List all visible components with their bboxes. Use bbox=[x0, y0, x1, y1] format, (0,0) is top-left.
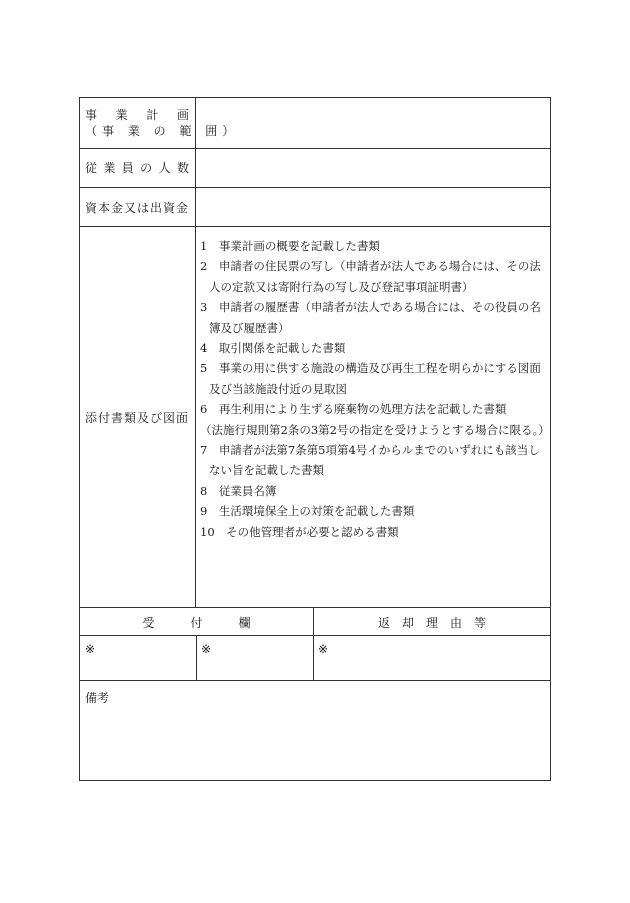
capital-label: 資本金又は出資金 bbox=[80, 188, 196, 226]
return-reason-header: 返 却 理 由 等 bbox=[377, 615, 486, 630]
attachment-item: 8 従業員名簿 bbox=[200, 483, 277, 498]
row-capital bbox=[80, 188, 550, 227]
application-form bbox=[79, 97, 551, 781]
attachment-item: 4 取引関係を記載した書類 bbox=[200, 341, 346, 356]
reception-mark-1: ※ bbox=[85, 642, 96, 656]
attachments-list bbox=[200, 236, 550, 542]
row-business-plan bbox=[80, 98, 550, 149]
remarks-label: 備考 bbox=[85, 691, 110, 705]
row-reception-marks bbox=[80, 636, 550, 681]
attachments-label: 添付書類及び図面 bbox=[80, 227, 196, 607]
reception-mark-2: ※ bbox=[201, 642, 212, 656]
attachment-item: 10 その他管理者が必要と認める書類 bbox=[200, 524, 399, 539]
attachment-note: （法施行規則第2条の3第2号の指定を受けようとする場合に限る。） bbox=[200, 422, 550, 437]
attachment-item: 2 申請者の住民票の写し（申請者が法人である場合には、その法 人の定款又は寄附行為の写し及び登記事項証明書） bbox=[200, 259, 541, 294]
attachment-item: 7 申請者が法第7条第5項第4号イからルまでのいずれにも該当し ない旨を記載した書類 bbox=[200, 443, 540, 478]
employees-field[interactable] bbox=[196, 149, 550, 187]
attachment-item: 5 事業の用に供する施設の構造及び再生工程を明らかにする図面 及び当該施設付近の見取図 bbox=[200, 361, 541, 396]
capital-field[interactable] bbox=[196, 188, 550, 226]
attachment-item: 9 生活環境保全上の対策を記載した書類 bbox=[200, 504, 415, 519]
business-plan-label-line2: （事 業 の 範 囲） bbox=[85, 124, 240, 138]
attachment-item: 6 再生利用により生ずる廃棄物の処理方法を記載した書類 bbox=[200, 402, 507, 417]
employees-label: 従 業 員 の 人 数 bbox=[80, 149, 196, 187]
business-plan-field[interactable] bbox=[196, 98, 550, 148]
business-plan-label-line1: 事 業 計 画 bbox=[85, 108, 189, 122]
business-plan-label bbox=[80, 98, 240, 148]
attachments-content bbox=[196, 227, 550, 607]
divider bbox=[196, 636, 197, 681]
row-employees bbox=[80, 149, 550, 188]
remarks-field[interactable] bbox=[80, 707, 550, 780]
return-reason-mark: ※ bbox=[318, 642, 329, 656]
attachment-item: 3 申請者の履歴書（申請者が法人である場合には、その役員の名 簿及び履歴書） bbox=[200, 300, 541, 335]
attachment-item: 1 事業計画の概要を記載した書類 bbox=[200, 239, 380, 253]
reception-header: 受 付 欄 bbox=[142, 615, 251, 630]
row-reception-header bbox=[80, 608, 550, 636]
row-attachments bbox=[80, 227, 550, 608]
divider bbox=[313, 636, 314, 681]
row-remarks bbox=[80, 681, 550, 780]
